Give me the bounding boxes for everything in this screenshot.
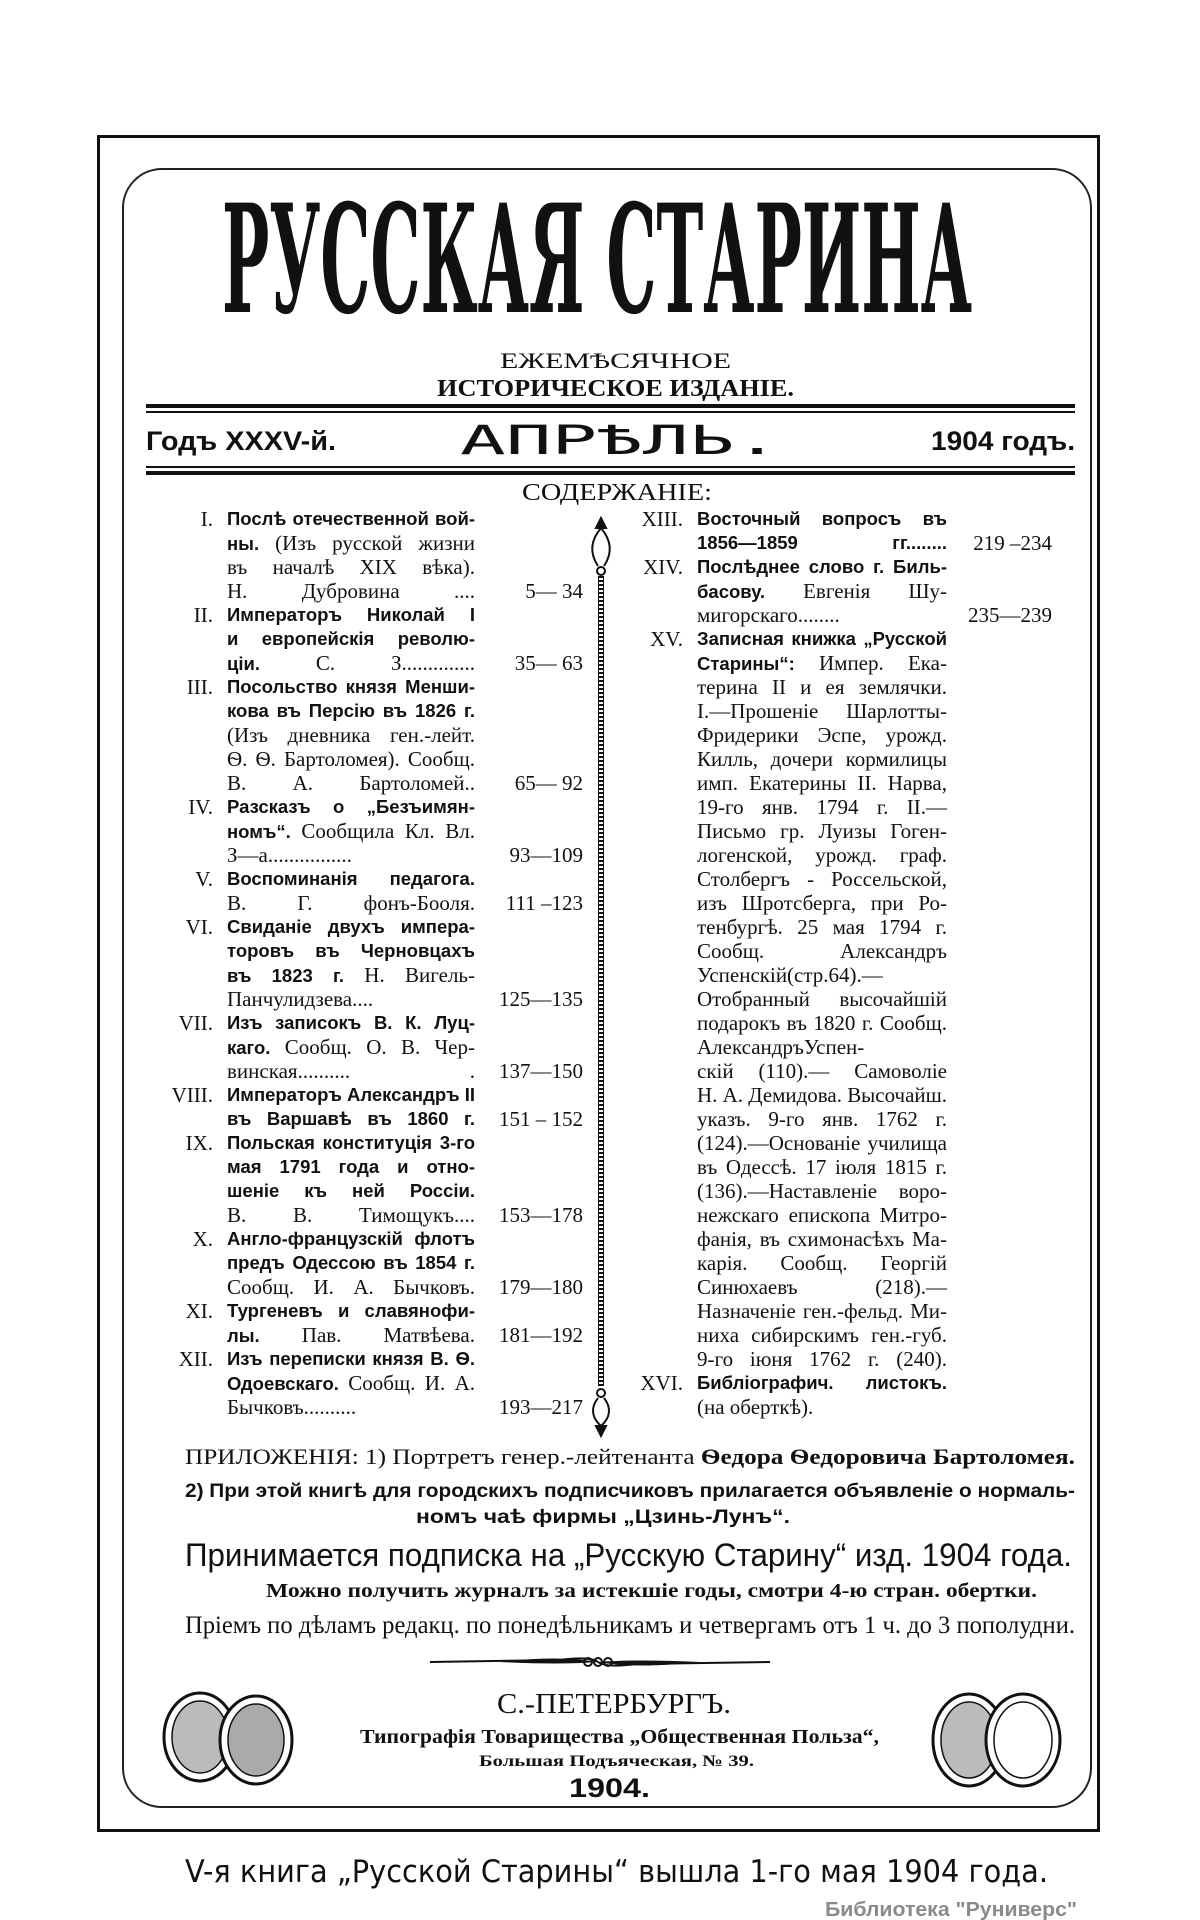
toc-entry-title-text: шеніе къ ней Россіи. [227, 1180, 475, 1201]
toc-entry-line [227, 1323, 475, 1347]
toc-entry-author-text: логенской, урожд. граф. [697, 843, 947, 867]
toc-entry-line [697, 1083, 947, 1107]
toc-entry-line [227, 1059, 475, 1083]
back-issues-note: Можно получить журналъ за истекшіе годы, смотри 4-ю стран. обертки. [266, 1580, 1037, 1602]
toc-entry-author-text: винская.......... . [227, 1059, 475, 1083]
toc-entry-line [227, 1179, 475, 1203]
toc-entry-number: X. [192, 1227, 213, 1251]
toc-entry-line [227, 963, 475, 987]
toc-entry-line [697, 939, 947, 963]
toc-entry-author-text: В. А. Бартоломей.. [227, 771, 475, 795]
toc-entry-author-text: 19-го янв. 1794 г. II.— [697, 795, 947, 819]
toc-entry-title-text: каго. [227, 1037, 271, 1058]
imprint-city: С.-ПЕТЕРБУРГЪ. [497, 1689, 731, 1720]
toc-entry-author-text: изъ Шротсберга, при Ро- [697, 891, 947, 915]
toc-entry-line [697, 579, 947, 603]
toc-entry-line [697, 1131, 947, 1155]
toc-entry-author-text: (124).—Основаніе училища [697, 1131, 947, 1155]
toc-entry-number: VIII. [171, 1083, 213, 1107]
toc-entry-line [227, 1299, 475, 1323]
toc-entry-author-text: нежскаго епископа Митро- [697, 1203, 947, 1227]
toc-entry-line [227, 987, 475, 1011]
toc-entry-number: IV. [188, 795, 213, 819]
toc-entry-line [697, 1251, 947, 1275]
toc-entry-line [227, 867, 475, 891]
toc-entry-line [697, 1203, 947, 1227]
toc-entry-author-text: карія. Сообщ. Георгій [697, 1251, 947, 1275]
toc-entry-line [697, 699, 947, 723]
toc-entry-author-text: скій (110).— Самоволіе [697, 1059, 947, 1083]
toc-entry-line [697, 555, 947, 579]
toc-entry-line [227, 651, 475, 675]
toc-entry-line [227, 579, 475, 603]
toc-entry-line [227, 1131, 475, 1155]
appendix-line-1-regular: ПРИЛОЖЕНIЯ: 1) Портретъ генер.-лейтенанта [185, 1444, 635, 1469]
toc-entry-author-text: В. В. Тимощукъ.... [227, 1203, 475, 1227]
toc-entry-pages: 235—239 [968, 603, 1052, 627]
toc-entry-author-text: Столбергъ - Россельской, [697, 867, 947, 891]
toc-entry-line [697, 843, 947, 867]
toc-entry-author-text: въ Одессѣ. 17 іюля 1815 г. [697, 1155, 947, 1179]
toc-entry-line [227, 771, 475, 795]
toc-entry-author-text: Сообщ. Александръ [697, 939, 947, 963]
toc-entry-line [697, 915, 947, 939]
toc-entry-line [227, 531, 475, 555]
toc-entry-title-text: предъ Одессою въ 1854 г. [227, 1252, 475, 1273]
toc-entry-author-text: Отобранный высочайшій [697, 987, 947, 1011]
toc-entry-author-text: Пав. Матвѣева. [259, 1323, 475, 1347]
toc-entry-title-text: Разсказъ о „Безъимян- [227, 796, 475, 817]
toc-entry-line [227, 627, 475, 651]
toc-entry-line [697, 531, 947, 555]
toc-entry-author-text: Письмо гр. Луизы Гоген- [697, 819, 947, 843]
toc-entry-pages: 181—192 [499, 1323, 583, 1347]
toc-entry-title-text: лы. [227, 1325, 260, 1346]
toc-entry-pages: 137—150 [499, 1059, 583, 1083]
toc-entry-number: XV. [650, 627, 683, 651]
toc-entry-line [697, 1035, 947, 1059]
toc-entry-line [697, 963, 947, 987]
toc-entry-line [697, 1323, 947, 1347]
toc-entry-author-text: Килль, дочери кормилицы [697, 747, 947, 771]
toc-entry-author-text: Успенскій(стр.64).— [697, 963, 883, 987]
toc-entry-line [227, 1035, 475, 1059]
toc-entry-line [227, 915, 475, 939]
toc-entry-author-text: Импер. Ека- [794, 651, 947, 675]
toc-entry-author-text: Фридерики Эспе, урожд. [697, 723, 947, 747]
toc-entry-line [697, 1107, 947, 1131]
toc-entry-line [227, 1371, 475, 1395]
toc-entry-line [697, 1347, 947, 1371]
double-rule-bottom [146, 466, 1075, 475]
toc-entry-pages: 179—180 [499, 1275, 583, 1299]
toc-entry-number: IX. [185, 1131, 213, 1155]
imprint-year: 1904. [569, 1773, 650, 1803]
toc-entry-author-text: Н. Дубровина .... [227, 579, 475, 603]
toc-entry-title-text: ціи. [227, 653, 261, 674]
toc-entry-line [697, 1371, 947, 1395]
toc-entry-author-text: подарокъ въ 1820 г. Сообщ. [697, 1011, 947, 1035]
toc-entry-number: XIII. [641, 507, 683, 531]
toc-entry-line [697, 891, 947, 915]
toc-entry-line [227, 1227, 475, 1251]
ornament-bottom-icon [593, 1389, 609, 1436]
toc-entry-title-text: Послѣднее слово г. Биль- [697, 556, 947, 577]
toc-entry-number: II. [193, 603, 213, 627]
toc-entry-title-text: Библіографич. листокъ. [697, 1372, 947, 1393]
issue-year: 1904 годъ. [931, 426, 1075, 456]
toc-entry-line [697, 1179, 947, 1203]
toc-entry-pages: 65— 92 [514, 771, 583, 795]
toc-entry-number: XII. [178, 1347, 213, 1371]
toc-entry-line [227, 795, 475, 819]
toc-entry-line [697, 1011, 947, 1035]
appendix-line-2: 2) При этой книгѣ для городскихъ подписчиковъ прилагается объявленіе о нормаль- [185, 1481, 1075, 1502]
toc-entry-line [697, 507, 947, 531]
toc-entry-author-text: (на оберткѣ). [697, 1395, 814, 1419]
toc-entry-title-text: Изъ переписки князя В. Ѳ. [227, 1348, 475, 1369]
subtitle-monthly: ЕЖЕМѢСЯЧНОЕ [500, 348, 731, 373]
toc-entry-pages: 125—135 [499, 987, 583, 1011]
toc-entry-author-text: мигорскаго........ [697, 603, 840, 627]
award-medals-right-icon [933, 1694, 1060, 1786]
toc-entry-title-text: Старины“: [697, 653, 795, 674]
column-divider [598, 576, 604, 1386]
journal-title: РУССКАЯ СТАРИНА [222, 172, 972, 348]
toc-entry-pages: 193—217 [499, 1395, 583, 1419]
toc-entry-number: XVI. [640, 1371, 683, 1395]
toc-entry-line [227, 507, 475, 531]
issue-month: АПРѢЛЬ. [460, 418, 780, 464]
toc-entry-author-text: Сообщ. О. В. Чер- [270, 1035, 475, 1059]
toc-entry-line [227, 1155, 475, 1179]
toc-entry-line [697, 675, 947, 699]
toc-entry-title-text: Восточный вопросъ въ [697, 508, 947, 529]
imprint-press: Типографія Товарищества „Общественная Польза“, [360, 1726, 879, 1748]
toc-entry-title-text: Тургеневъ и славянофи- [227, 1300, 475, 1321]
toc-entry-pages: 151 – 152 [499, 1107, 583, 1131]
appendix-line-1 [185, 1444, 1075, 1469]
toc-entry-title-text: Посольство князя Менши- [227, 676, 475, 697]
toc-entry-line [227, 939, 475, 963]
toc-entry-line [227, 699, 475, 723]
toc-entry-line [697, 747, 947, 771]
toc-entry-line [697, 987, 947, 1011]
toc-entry-line [227, 1083, 475, 1107]
toc-entry-title-text: Польская конституція 3-го [227, 1132, 475, 1153]
toc-entry-pages: 219 –234 [973, 531, 1052, 555]
toc-entry-title-text: Свиданіе двухъ импера- [227, 916, 475, 937]
toc-entry-author-text: имп. Екатерины II. Нарва, [697, 771, 947, 795]
toc-entry-number: V. [195, 867, 213, 891]
imprint-address: Большая Подъяческая, № 39. [479, 1753, 754, 1770]
ornamental-rule-icon [430, 1658, 770, 1666]
toc-entry-title-text: Послѣ отечественной вой- [227, 508, 475, 529]
toc-entry-author-text: Сообщила Кл. Вл. [290, 819, 475, 843]
toc-entry-title-text: Одоевскаго. [227, 1373, 339, 1394]
toc-entry-title-text: мая 1791 года и отно- [227, 1156, 475, 1177]
toc-entry-author-text: (Изъ дневника ген.-лейт. [227, 723, 475, 747]
toc-entry-line [227, 1107, 475, 1131]
toc-entry-title-text: торовъ въ Черновцахъ [227, 940, 475, 961]
toc-entry-title-text: Англо-французскій флотъ [227, 1228, 475, 1249]
toc-entry-author-text: АлександръУспен- [697, 1035, 865, 1059]
toc-entry-line [227, 819, 475, 843]
toc-entry-line [227, 843, 475, 867]
toc-entry-line [227, 1203, 475, 1227]
toc-entry-line [697, 651, 947, 675]
toc-entry-line [697, 1059, 947, 1083]
toc-entry-number: III. [186, 675, 213, 699]
toc-entry-title-text: номъ“. [227, 821, 291, 842]
toc-entry-author-text: (Изъ русской жизни [259, 531, 475, 555]
contents-heading: СОДЕРЖАНIЕ: [522, 480, 712, 506]
toc-entry-author-text: тенбургѣ. 25 мая 1794 г. [697, 915, 947, 939]
toc-entry-title-text: 1856—1859 гг........ [697, 532, 947, 553]
toc-entry-title-text: Изъ записокъ В. К. Луц- [227, 1012, 475, 1033]
toc-entry-line [227, 1395, 475, 1419]
toc-entry-author-text: В. Г. фонъ-Бооля. [227, 891, 475, 915]
release-note: V-я книга „Русской Старины“ вышла 1-го мая 1904 года. [185, 1854, 1048, 1890]
toc-entry-pages: 5— 34 [525, 579, 583, 603]
toc-entry-author-text: (136).—Наставленіе воро- [697, 1179, 947, 1203]
toc-entry-author-text: I.—Прошеніе Шарлотты- [697, 699, 947, 723]
toc-entry-author-text: въ началѣ XIX вѣка). [227, 555, 475, 579]
toc-entry-pages: 153—178 [499, 1203, 583, 1227]
toc-entry-author-text: Синюхаевъ (218).— [697, 1275, 947, 1299]
office-hours-note: Пріемъ по дѣламъ редакц. по понедѣльникамъ и четвергамъ отъ 1 ч. до 3 пополудни. [185, 1612, 1075, 1639]
toc-entry-line [227, 1251, 475, 1275]
toc-entry-title-text: Императоръ Николай I [227, 604, 475, 625]
subtitle-historical-edition: ИСТОРИЧЕСКОЕ ИЗДАНIЕ. [437, 376, 794, 402]
toc-entry-title-text: басову. [697, 581, 766, 602]
toc-entry-number: VII. [178, 1011, 213, 1035]
toc-entry-line [227, 675, 475, 699]
toc-entry-pages: 93—109 [509, 843, 583, 867]
toc-entry-line [227, 1347, 475, 1371]
toc-entry-title-text: Императоръ Александръ II [227, 1084, 475, 1105]
toc-entry-author-text: терина II и ея землячки. [697, 675, 947, 699]
toc-entry-line [697, 1155, 947, 1179]
toc-entry-line [227, 723, 475, 747]
toc-entry-author-text: Панчулидзева.... [227, 987, 374, 1011]
double-rule-top [146, 404, 1075, 413]
toc-entry-author-text: ниха сибирскимъ ген.-губ. [697, 1323, 947, 1347]
appendix-line-3: номъ чаѣ фирмы „Цзинь-Лунъ“. [416, 1507, 790, 1528]
toc-entry-title-text: въ Варшавѣ въ 1860 г. [227, 1108, 475, 1129]
toc-entry-author-text: Евгенія Шу- [765, 579, 947, 603]
toc-entry-author-text: Назначеніе ген.-фельд. Ми- [697, 1299, 947, 1323]
toc-entry-line [697, 1275, 947, 1299]
toc-entry-line [697, 603, 947, 627]
year-volume: Годъ XXXV-й. [146, 426, 336, 456]
toc-entry-author-text: Бычковъ.......... [227, 1395, 357, 1419]
toc-entry-author-text: Н. Вигель- [343, 963, 475, 987]
toc-entry-author-text: С. З.............. [260, 651, 475, 675]
toc-entry-title-text: кова въ Персію въ 1826 г. [227, 700, 475, 721]
toc-entry-line [227, 603, 475, 627]
toc-entry-author-text: 9-го іюня 1762 г. (240). [697, 1347, 947, 1371]
toc-entry-author-text: З—а................ [227, 843, 352, 867]
award-medals-left-icon [164, 1693, 292, 1784]
toc-entry-line [697, 795, 947, 819]
toc-entry-line [697, 1395, 947, 1419]
toc-entry-line [697, 1299, 947, 1323]
toc-entry-line [697, 627, 947, 651]
toc-entry-number: I. [200, 507, 213, 531]
toc-entry-line [697, 1227, 947, 1251]
toc-entry-line [227, 1011, 475, 1035]
toc-entry-author-text: Н. А. Демидова. Высочайш. [697, 1083, 947, 1107]
toc-entry-title-text: Воспоминанія педагога. [227, 868, 475, 889]
toc-entry-line [227, 891, 475, 915]
toc-entry-line [697, 723, 947, 747]
toc-entry-line [697, 771, 947, 795]
toc-entry-title-text: ны. [227, 533, 260, 554]
toc-entry-line [227, 747, 475, 771]
ornament-top-icon [592, 518, 609, 575]
toc-entry-number: VI. [185, 915, 213, 939]
toc-entry-title-text: Записная книжка „Русской [697, 628, 947, 649]
toc-entry-number: XI. [185, 1299, 213, 1323]
toc-entry-line [697, 867, 947, 891]
toc-entry-title-text: и европейскія револю- [227, 628, 475, 649]
toc-entry-author-text: Сообщ. И. А. [338, 1371, 475, 1395]
toc-entry-pages: 35— 63 [514, 651, 583, 675]
toc-entry-line [227, 555, 475, 579]
toc-entry-title-text: въ 1823 г. [227, 965, 344, 986]
toc-entry-line [697, 819, 947, 843]
toc-entry-author-text: Ѳ. Ѳ. Бартоломея). Сообщ. [227, 747, 475, 771]
library-watermark: Библиотека "Руниверс" [825, 1899, 1077, 1920]
toc-entry-author-text: Сообщ. И. А. Бычковъ. [227, 1275, 475, 1299]
toc-entry-author-text: фанія, въ схимонасѣхъ Ма- [697, 1227, 947, 1251]
appendix-line-1-bold: Ѳедора Ѳедоровича Бартоломея. [700, 1444, 1028, 1469]
toc-entry-line [227, 1275, 475, 1299]
toc-entry-pages: 111 –123 [505, 891, 583, 915]
subscription-notice: Принимается подписка на „Русскую Старину“ изд. 1904 года. [185, 1537, 1072, 1573]
toc-entry-number: XIV. [643, 555, 683, 579]
toc-entry-author-text: указъ. 9-го янв. 1762 г. [697, 1107, 947, 1131]
